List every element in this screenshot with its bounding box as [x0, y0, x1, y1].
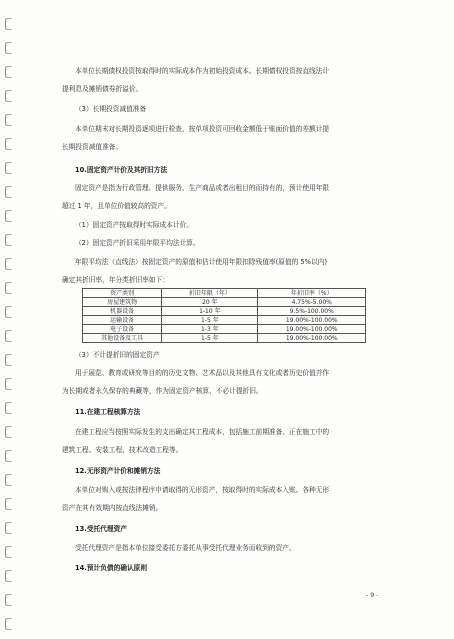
table-row — [83, 307, 366, 316]
table-cell: 1-3 年 — [162, 325, 258, 334]
binding-ring — [5, 450, 12, 462]
table-cell: 19.00%-100.00% — [258, 316, 366, 325]
body-text: 用于展览、教育或研究等目的的历史文物、艺术品以及其他具有文化或者历史价值并作 — [75, 369, 330, 377]
body-text: 资产在其有效期内按直线法摊销。 — [62, 504, 163, 512]
page-number: - 9 - — [366, 592, 379, 599]
body-text: 本单位期末对长期投资逐项进行检查，按单项投资可回收金额低于账面价值的差额计提 — [75, 125, 330, 133]
table-cell: 其他设备及工具 — [83, 334, 162, 343]
column-header: 年折旧率（%） — [258, 289, 366, 298]
binding-ring — [5, 546, 12, 558]
body-text: 在建工程应当按照实际发生的支出确定其工程成本，包括施工前期准备、正在施工中的 — [75, 428, 330, 436]
binding-ring — [5, 498, 12, 510]
body-text: 确定其折旧率，年分类折旧率如下： — [62, 276, 169, 284]
body-text: 固定资产是指为行政管理、提供服务、生产商品或者出租目的而持有的，预计使用年限 — [75, 184, 330, 192]
table-cell: 1-5 年 — [162, 316, 258, 325]
column-header: 折旧年限（年） — [162, 289, 258, 298]
table-cell: 19.00%-100.00% — [258, 325, 366, 334]
binding-ring — [5, 330, 12, 342]
section-heading: 11.在建工程核算方法 — [75, 408, 141, 416]
table-cell: 20 年 — [162, 298, 258, 307]
binding-ring — [5, 426, 12, 438]
binding-ring — [5, 306, 12, 318]
binding-ring — [5, 258, 12, 270]
table-row — [83, 316, 366, 325]
body-text: 超过 1 年，且单位价值较高的资产。 — [62, 202, 171, 210]
body-text: 为长期或者永久保存的典藏等，作为固定资产核算，不必计提折旧。 — [62, 387, 263, 395]
table-cell: 4.75%-5.00% — [258, 298, 366, 307]
table-cell: 电子设备 — [83, 325, 162, 334]
binding-holes — [5, 18, 13, 628]
table-cell: 房屋建筑物 — [83, 298, 162, 307]
table-cell: 9.5%-100.00% — [258, 307, 366, 316]
body-text: 年限平均法（直线法）按固定资产的原值和估计使用年限扣除残值率(原值的 5%以内) — [75, 258, 328, 266]
binding-ring — [5, 522, 12, 534]
table-cell: 运输设备 — [83, 316, 162, 325]
binding-ring — [5, 618, 12, 630]
section-heading: 12.无形资产计价和摊销方法 — [75, 467, 161, 475]
binding-ring — [5, 234, 12, 246]
table-cell: 19.00%-100.00% — [258, 334, 366, 343]
binding-ring — [5, 42, 12, 54]
table-row — [83, 334, 366, 343]
binding-ring — [5, 354, 12, 366]
binding-ring — [5, 66, 12, 78]
binding-ring — [5, 90, 12, 102]
body-text: 本单位对购入或按法律程序申请取得的无形资产，按取得时的实际成本入账。各种无形 — [75, 486, 330, 494]
table-cell: 1-10 年 — [162, 307, 258, 316]
list-item: （1）固定资产按取得时实际成本计价。 — [75, 221, 193, 229]
table-row — [83, 298, 366, 307]
body-text: 建筑工程、安装工程、技术改造工程等。 — [62, 446, 183, 454]
table-row — [83, 325, 366, 334]
column-header: 资产类别 — [83, 289, 162, 298]
binding-ring — [5, 402, 12, 414]
table-cell: 1-5 年 — [162, 334, 258, 343]
depreciation-table — [82, 288, 366, 343]
binding-ring — [5, 186, 12, 198]
body-text: 长期投资减值准备。 — [62, 143, 123, 151]
section-heading: 10.固定资产计价及其折旧方法 — [75, 166, 168, 174]
section-heading: 14.预计负债的确认原则 — [75, 564, 148, 572]
binding-ring — [5, 282, 12, 294]
binding-ring — [5, 210, 12, 222]
binding-ring — [5, 378, 12, 390]
binding-ring — [5, 138, 12, 150]
binding-ring — [5, 570, 12, 582]
list-item: （3）不计提折旧的固定资产 — [75, 351, 160, 359]
binding-ring — [5, 162, 12, 174]
section-heading: 13.受托代理资产 — [75, 525, 127, 533]
body-text: 受托代理资产是指本单位接受委托方委托从事受托代理业务而收到的资产。 — [75, 544, 296, 552]
binding-ring — [5, 474, 12, 486]
table-header-row — [83, 289, 366, 298]
binding-ring — [5, 18, 12, 30]
binding-ring — [5, 114, 12, 126]
body-text: 本单位长期债权投资按取得时的实际成本作为初始投资成本。长期债权投资按直线法计 — [75, 67, 330, 75]
table-cell: 机器设备 — [83, 307, 162, 316]
list-item: （2）固定资产折旧采用年限平均法计算。 — [75, 239, 200, 247]
list-item: （3）长期投资减值准备 — [75, 105, 147, 113]
body-text: 提利息及摊销债券折溢价。 — [62, 85, 143, 93]
binding-ring — [5, 594, 12, 606]
